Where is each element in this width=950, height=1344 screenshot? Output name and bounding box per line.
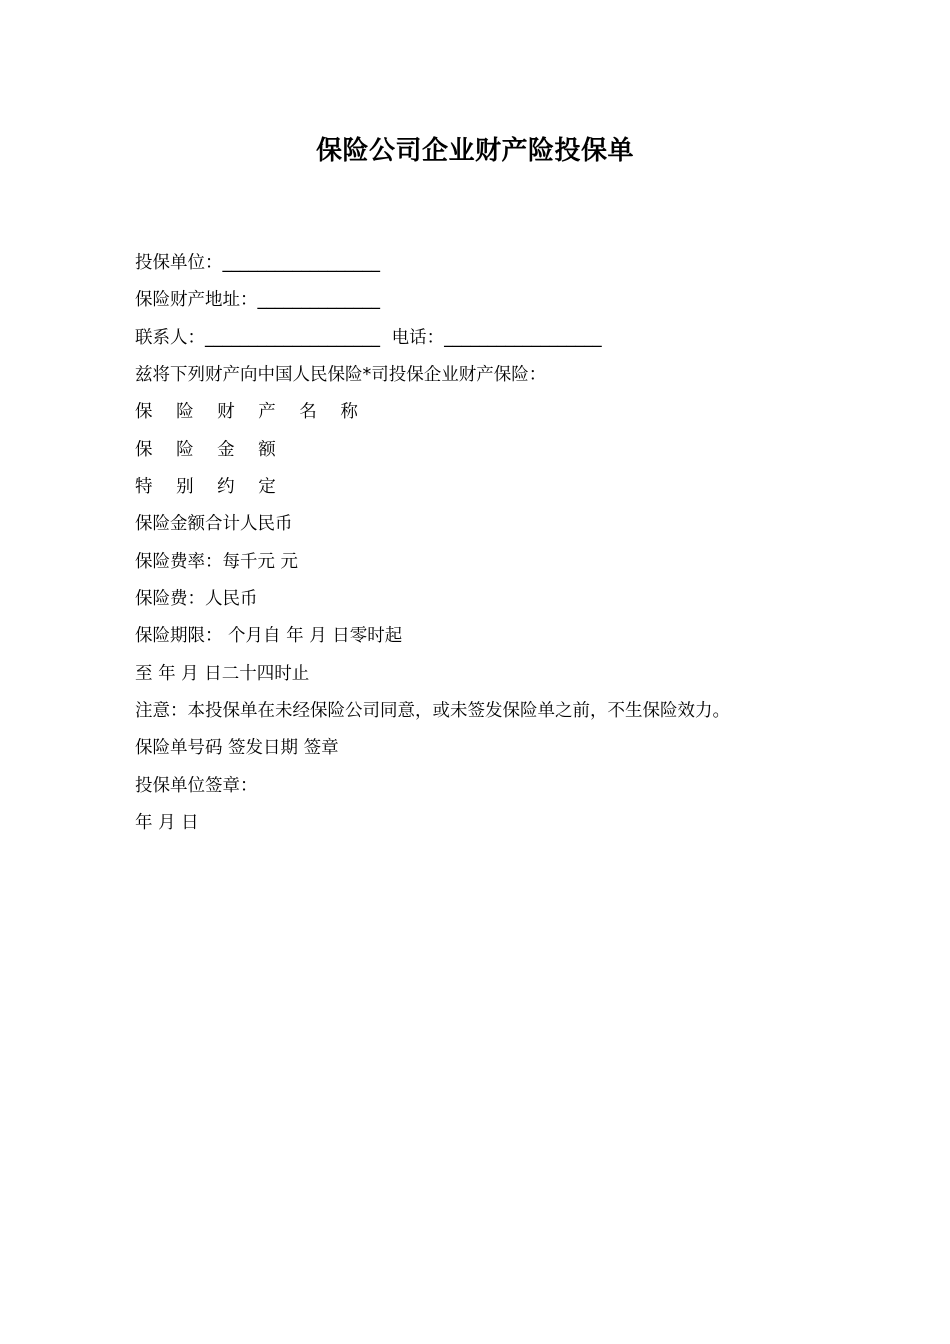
- applicant-signature-label: 投保单位签章：: [135, 776, 258, 796]
- phone-label: 电话：: [391, 328, 445, 348]
- applicant-blank[interactable]: __________________: [222, 253, 380, 273]
- total-amount-label: 保险金额合计人民币: [135, 514, 293, 534]
- address-label: 保险财产地址：: [135, 290, 258, 310]
- address-row: [135, 288, 380, 312]
- applicant-label: 投保单位：: [135, 253, 223, 273]
- contact-label: 联系人：: [135, 328, 205, 348]
- phone-blank[interactable]: __________________: [444, 328, 602, 348]
- premium-rate-label: 保险费率：每千元 元: [135, 552, 299, 572]
- period-label: 保险期限： 个月自 年 月 日零时起: [135, 626, 403, 646]
- special-terms-label: 特 别 约 定: [135, 477, 285, 497]
- property-name-label: 保 险 财 产 名 称: [135, 402, 367, 422]
- insured-amount-label: 保 险 金 额: [135, 440, 285, 460]
- period-end-label: 至 年 月 日二十四时止: [135, 664, 310, 684]
- applicant-row: [135, 251, 380, 275]
- contact-row: [135, 326, 602, 350]
- notice-text: 注意：本投保单在未经保险公司同意，或未签发保险单之前，不生保险效力。: [135, 701, 730, 721]
- contact-blank[interactable]: ____________________: [205, 328, 380, 348]
- date-label: 年 月 日: [135, 813, 199, 833]
- document-title: 保险公司企业财产险投保单: [315, 136, 634, 166]
- intro-text: 兹将下列财产向中国人民保险*司投保企业财产保险：: [135, 365, 547, 385]
- policy-info-label: 保险单号码 签发日期 签章: [135, 738, 339, 758]
- premium-label: 保险费：人民币: [135, 589, 258, 609]
- address-blank[interactable]: ______________: [257, 290, 380, 310]
